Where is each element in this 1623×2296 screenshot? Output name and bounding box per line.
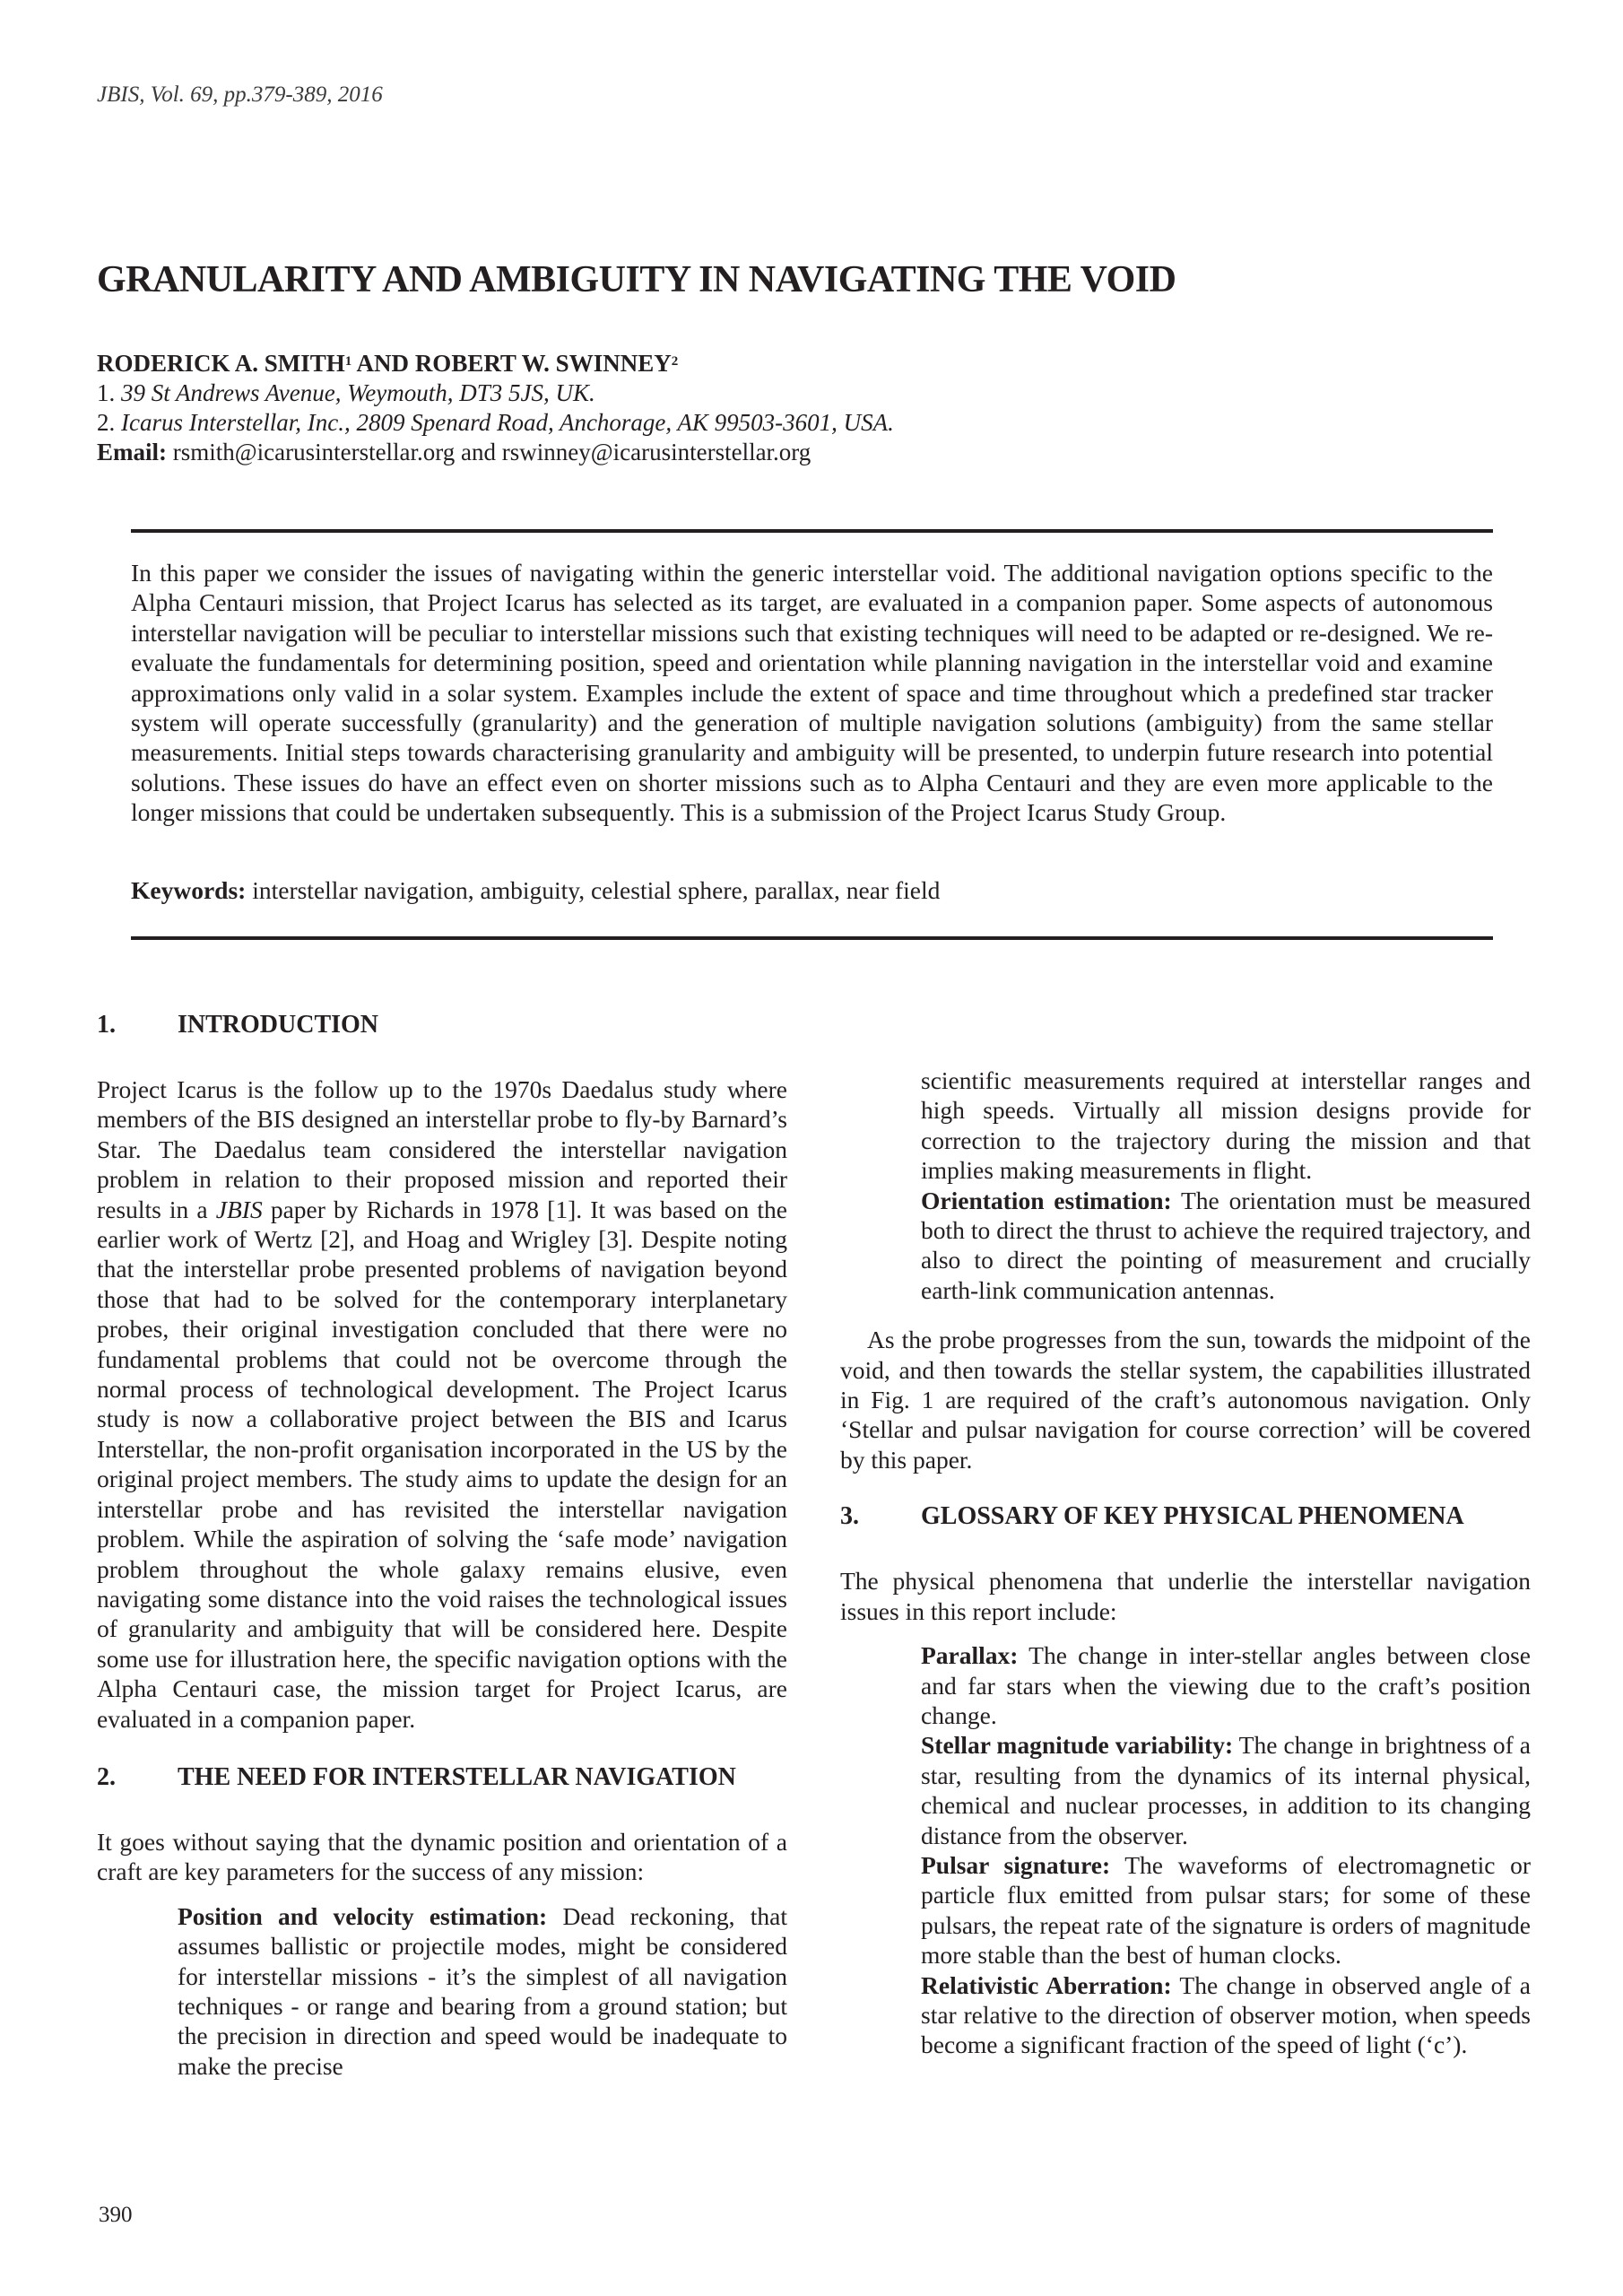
list-item-position-velocity [178, 1901, 787, 2081]
section-number: 3. [840, 1502, 859, 1531]
introduction-paragraph [97, 1074, 787, 1734]
term: Orientation estimation: [921, 1186, 1172, 1214]
definition: The change in inter-stellar angles between close and far stars when the viewing due to the craft’s position change. [921, 1641, 1531, 1729]
right-column [840, 1065, 1531, 2060]
author-2: ROBERT W. SWINNEY [414, 350, 672, 377]
section-3-intro: The physical phenomena that underlie the interstellar navigation issues in this report include: [840, 1567, 1531, 1625]
keywords-text: interstellar navigation, ambiguity, celestial sphere, parallax, near field [246, 876, 941, 904]
list-item-orientation [921, 1186, 1531, 1306]
section-1-heading [97, 1010, 787, 1040]
definition: The change in observed angle of a star relative to the direction of observer motion, when speeds become a significant fraction of the speed of light (‘c’). [921, 1970, 1532, 2059]
text-run: paper by Richards in 1978 [1]. It was based on the earlier work of Wertz [2], and Hoag and Wrigley [3]. Despite noting that the interstellar probe presented problems of navigation beyond those that had to be solved for the contemporary interplanetary probes, their original investigation concluded that there were no fundamental problems that could not be overcome through the normal process of technological development. The Project Icarus study is now a collaborative project between the BIS and Icarus Interstellar, the non-profit organisation incorporated in the US by the original project members. The study aims to update the design for an interstellar probe and has revisited the interstellar navigation problem. While the aspiration of solving the ‘safe mode’ navigation problem throughout the whole galaxy remains elusive, even navigating some distance into the void raises the technological issues of granularity and ambiguity that will be considered here. Despite some use for illustration here, the specific navigation options with the Alpha Centauri case, the mission target for Project Icarus, are evaluated in a companion paper. [97, 1195, 787, 1733]
affiliation-text: Icarus Interstellar, Inc., 2809 Spenard Road, Anchorage, AK 99503-3601, USA. [121, 409, 894, 436]
term: Stellar magnitude variability: [921, 1731, 1234, 1760]
author-1: RODERICK A. SMITH [97, 350, 345, 377]
glossary-item-stellar-magnitude [921, 1730, 1531, 1850]
definition: The orientation must be measured both to direct the thrust to achieve the required trajectory, and also to direct the pointing of measurement and crucially earth-link communication antennas. [921, 1186, 1531, 1304]
author-names [97, 349, 894, 378]
section-title: INTRODUCTION [178, 1011, 379, 1039]
email-label: Email: [97, 439, 167, 465]
running-head: JBIS, Vol. 69, pp.379-389, 2016 [97, 83, 383, 107]
section-title: THE NEED FOR INTERSTELLAR NAVIGATION [178, 1762, 736, 1791]
abstract-bottom-rule [131, 936, 1493, 940]
section-2-heading [97, 1762, 787, 1793]
affiliation-1 [97, 378, 894, 408]
term: Parallax: [921, 1641, 1019, 1670]
affiliation-2 [97, 408, 894, 438]
glossary-item-relativistic-aberration [921, 1970, 1531, 2060]
author-conjunction: AND [352, 350, 415, 377]
author-1-affiliation-marker: 1 [344, 354, 352, 369]
term: Relativistic Aberration: [921, 1970, 1172, 1999]
left-column [97, 1010, 787, 2081]
section-2-closing: As the probe progresses from the sun, towards the midpoint of the void, and then towards the stellar system, the capabilities illustrated in Fig. 1 are required of the craft’s autonomous navigation. Only ‘Stellar and pulsar navigation for course correction’ will be covered by this paper. [840, 1326, 1531, 1474]
author-2-affiliation-marker: 2 [671, 354, 679, 369]
list-item-continued: scientific measurements required at interstellar ranges and high speeds. Virtually all mission designs provide for correction to the trajectory during the mission and that implies making measurements in flight. [921, 1066, 1531, 1185]
section-2-intro: It goes without saying that the dynamic position and orientation of a craft are key parameters for the success of any mission: [97, 1827, 787, 1886]
definition: The waveforms of electromagnetic or particle flux emitted from pulsar stars; for some of these pulsars, the repeat rate of the signature is orders of magnitude more stable than the best of human clocks. [921, 1850, 1531, 1970]
paper-title: GRANULARITY AND AMBIGUITY IN NAVIGATING THE VOID [97, 259, 1176, 300]
affiliation-text: 39 St Andrews Avenue, Weymouth, DT3 5JS, UK. [121, 379, 595, 406]
term: Position and velocity estimation: [178, 1901, 548, 1930]
definition: The change in brightness of a star, resulting from the dynamics of its internal physical, chemical and nuclear processes, in addition to its changing distance from the observer. [921, 1731, 1531, 1849]
section-3-heading [840, 1501, 1531, 1532]
abstract: In this paper we consider the issues of navigating within the generic interstellar void. The additional navigation options specific to the Alpha Centauri mission, that Project Icarus has selected as its target, are evaluated in a companion paper. Some aspects of autonomous interstellar navigation will be peculiar to interstellar missions such that existing techniques will need to be adapted or re-designed. We re-evaluate the fundamentals for determining position, speed and orientation while planning navigation in the interstellar void and examine approximations only valid in a solar system. Examples include the extent of space and time throughout which a predefined star tracker system will operate successfully (granularity) and the generation of multiple navigation solutions (ambiguity) from the same stellar measurements. Initial steps towards characterising granularity and ambiguity will be presented, to underpin future research into potential solutions. These issues do have an effect even on shorter missions such as to Alpha Centauri and they are even more applicable to the longer missions that could be undertaken subsequently. This is a submission of the Project Icarus Study Group. [131, 559, 1493, 827]
glossary-item-parallax [921, 1640, 1531, 1730]
text-run: Project Icarus is the follow up to the 1970s Daedalus study where members of the BIS designed an interstellar probe to fly-by Barnard’s Star. The Daedalus team considered the interstellar navigation problem in relation to their proposed mission and reported their results in a [97, 1075, 787, 1223]
definition: Dead reckoning, that assumes ballistic or projectile modes, might be considered for interstellar missions - it’s the simplest of all navigation techniques - or range and bearing from a ground station; but the precision in direction and speed would be inadequate to make the precise [178, 1901, 787, 2080]
affiliation-number: 1. [97, 379, 121, 406]
affiliation-number: 2. [97, 409, 121, 436]
term: Pulsar signature: [921, 1850, 1111, 1879]
author-block [97, 349, 894, 467]
section-number: 2. [97, 1762, 116, 1791]
page-number: 390 [99, 2203, 133, 2227]
section-number: 1. [97, 1011, 116, 1039]
keywords-label: Keywords: [131, 876, 247, 904]
email-line [97, 438, 894, 467]
journal-name: JBIS [215, 1195, 263, 1223]
keywords [131, 875, 1493, 905]
abstract-top-rule [131, 529, 1493, 533]
glossary-item-pulsar-signature [921, 1850, 1531, 1970]
email-addresses[interactable]: rsmith@icarusinterstellar.org and rswinney@icarusinterstellar.org [167, 439, 812, 465]
section-title: GLOSSARY OF KEY PHYSICAL PHENOMENA [921, 1502, 1464, 1531]
